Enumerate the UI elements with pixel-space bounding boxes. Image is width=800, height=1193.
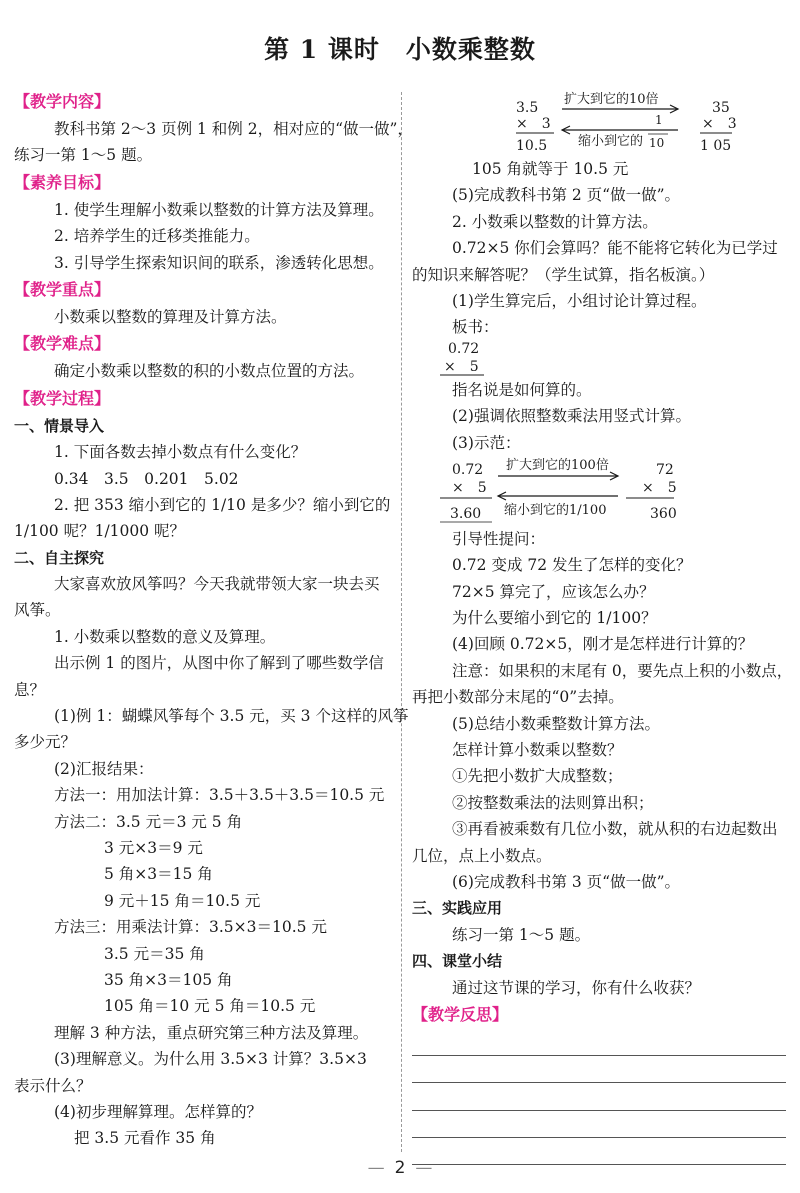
text-line: 方法三：用乘法计算：3.5×3＝10.5 元 bbox=[54, 918, 327, 937]
conversion-diagram-1-svg bbox=[412, 90, 786, 156]
section-header-goals: 【素养目标】 bbox=[14, 172, 111, 192]
text-line: 理解 3 种方法，重点研究第三种方法及算理。 bbox=[54, 1023, 369, 1042]
text-line: 教科书第 2～3 页例 1 和例 2，相对应的“做一做”， bbox=[54, 120, 413, 138]
text-line: (3)理解意义。为什么用 3.5×3 计算？3.5×3 bbox=[54, 1050, 367, 1069]
column-divider bbox=[401, 92, 402, 1152]
lesson-title: 第 1 课时 小数乘整数 bbox=[264, 35, 536, 64]
text-line: (2)汇报结果： bbox=[54, 759, 154, 778]
left-column bbox=[14, 88, 413, 1152]
text-line: (5)总结小数乘整数计算方法。 bbox=[452, 714, 660, 733]
page-number bbox=[0, 1158, 800, 1178]
text-line: 练习一第 1～5 题。 bbox=[14, 146, 153, 165]
d1-arrow-top-label: 扩大到它的10倍 bbox=[564, 92, 659, 107]
writing-line bbox=[412, 1083, 786, 1110]
blackboard-calc bbox=[412, 341, 786, 377]
section-header-content: 【教学内容】 bbox=[14, 92, 111, 111]
d2-a-mul: × 5 bbox=[452, 479, 487, 496]
text-line: 板书： bbox=[452, 318, 499, 337]
text-line: 把 3.5 元看作 35 角 bbox=[74, 1129, 216, 1148]
conversion-diagram-2 bbox=[412, 456, 786, 526]
page-number-dash-left: — bbox=[367, 1158, 385, 1178]
text-line: 35 角×3＝105 角 bbox=[104, 970, 233, 989]
text-line: 引导性提问： bbox=[452, 529, 546, 548]
text-line: 1. 使学生理解小数乘以整数的计算方法及算理。 bbox=[54, 200, 384, 219]
d1-a-top: 3.5 bbox=[516, 100, 539, 116]
d2-b-mul: × 5 bbox=[642, 479, 677, 496]
text-line: 105 角就等于 10.5 元 bbox=[472, 160, 629, 178]
text-line: 表示什么？ bbox=[14, 1076, 92, 1095]
writing-line bbox=[412, 1056, 786, 1083]
text-line: 3.5 元＝35 角 bbox=[104, 944, 205, 963]
section-header-key: 【教学重点】 bbox=[14, 279, 111, 299]
text-line: ①先把小数扩大成整数； bbox=[452, 767, 623, 786]
subheading: 一、情景导入 bbox=[14, 416, 105, 435]
text-line: 方法一：用加法计算：3.5＋3.5＋3.5＝10.5 元 bbox=[54, 786, 385, 805]
d2-arrow-top-label: 扩大到它的100倍 bbox=[506, 457, 609, 473]
text-line: 3 元×3＝9 元 bbox=[104, 838, 203, 857]
text-line: 风筝。 bbox=[14, 601, 61, 620]
d1-b-top: 35 bbox=[712, 100, 730, 116]
text-line: ③再看被乘数有几位小数，就从积的右边起数出 bbox=[452, 820, 778, 839]
d1-a-mul: × 3 bbox=[516, 116, 551, 132]
subheading: 三、实践应用 bbox=[412, 899, 503, 918]
text-line: (4)初步理解算理。怎样算的？ bbox=[54, 1102, 262, 1121]
text-line: 出示例 1 的图片，从图中你了解到了哪些数学信 bbox=[54, 654, 384, 673]
text-line: 2. 把 353 缩小到它的 1/10 是多少？缩小到它的 bbox=[54, 495, 391, 514]
text-line: 怎样计算小数乘以整数？ bbox=[452, 741, 623, 760]
text-line: 通过这节课的学习，你有什么收获？ bbox=[452, 978, 701, 997]
text-line: 105 角＝10 元 5 角＝10.5 元 bbox=[104, 997, 316, 1016]
d2-a-top: 0.72 bbox=[452, 461, 484, 478]
text-line: 3. 引导学生探索知识间的联系，渗透转化思想。 bbox=[54, 253, 384, 272]
bb-mul: × 5 bbox=[444, 358, 479, 375]
text-line: 小数乘以整数的算理及计算方法。 bbox=[54, 307, 287, 326]
text-line: 0.72 变成 72 发生了怎样的变化？ bbox=[452, 556, 692, 575]
d2-a-res: 3.60 bbox=[450, 505, 482, 522]
text-line: 大家喜欢放风筝吗？今天我就带领大家一块去买 bbox=[54, 575, 380, 594]
conversion-diagram-2-svg bbox=[412, 456, 786, 526]
text-line: (1)例 1：蝴蝶风筝每个 3.5 元，买 3 个这样的风筝 bbox=[54, 707, 409, 726]
section-header-process: 【教学过程】 bbox=[14, 388, 111, 408]
text-line: (3)示范： bbox=[452, 433, 521, 452]
text-line: (2)强调依照整数乘法用竖式计算。 bbox=[452, 407, 691, 426]
section-header-difficulty: 【教学难点】 bbox=[14, 334, 111, 354]
d2-b-res: 360 bbox=[650, 505, 677, 522]
text-line: 几位，点上小数点。 bbox=[412, 846, 552, 865]
d2-arrow-bottom-label: 缩小到它的1/100 bbox=[504, 502, 607, 518]
text-line: 1. 小数乘以整数的意义及算理。 bbox=[54, 627, 276, 646]
subheading: 四、课堂小结 bbox=[412, 952, 503, 971]
bb-top: 0.72 bbox=[448, 340, 480, 357]
text-line: 方法二：3.5 元＝3 元 5 角 bbox=[54, 812, 243, 831]
text-line: 0.72×5 你们会算吗？能不能将它转化为已学过 bbox=[452, 239, 778, 258]
text-line: 2. 培养学生的迁移类推能力。 bbox=[54, 227, 260, 246]
section-header-reflection: 【教学反思】 bbox=[412, 1004, 509, 1024]
text-line: 1/100 呢？1/1000 呢？ bbox=[14, 522, 186, 541]
text-line: 72×5 算完了，应该怎么办？ bbox=[452, 582, 655, 601]
text-line: 注意：如果积的末尾有 0，要先点上积的小数点， bbox=[452, 661, 793, 680]
text-line: 2. 小数乘以整数的计算方法。 bbox=[452, 212, 658, 231]
d2-b-top: 72 bbox=[656, 461, 674, 478]
page-number-value: 2 bbox=[394, 1158, 406, 1178]
text-line: 确定小数乘以整数的积的小数点位置的方法。 bbox=[54, 362, 365, 381]
d1-a-res: 10.5 bbox=[516, 138, 548, 154]
conversion-diagram-1 bbox=[412, 90, 786, 156]
d1-b-res: 1 05 bbox=[700, 138, 732, 154]
text-line: 为什么要缩小到它的 1/100？ bbox=[452, 609, 657, 628]
blackboard-calc-svg bbox=[412, 341, 786, 377]
text-line: ②按整数乘法的法则算出积； bbox=[452, 793, 654, 812]
text-line: 指名说是如何算的。 bbox=[452, 380, 592, 399]
page-number-dash-right: — bbox=[415, 1158, 433, 1178]
d1-frac-den: 10 bbox=[649, 136, 665, 150]
text-line: 再把小数部分末尾的“0”去掉。 bbox=[412, 688, 624, 707]
text-line: 多少元？ bbox=[14, 733, 77, 752]
d1-arrow-bottom-label: 缩小到它的 bbox=[578, 134, 644, 149]
writing-line bbox=[412, 1029, 786, 1056]
text-line: (6)完成教科书第 3 页“做一做”。 bbox=[452, 872, 681, 891]
right-column bbox=[412, 90, 793, 1165]
text-line: 9 元＋15 角＝10.5 元 bbox=[104, 891, 261, 910]
subheading: 二、自主探究 bbox=[14, 548, 105, 567]
text-line: 的知识来解答呢？（学生试算，指名板演。） bbox=[412, 265, 715, 284]
text-line: 0.34 3.5 0.201 5.02 bbox=[54, 469, 239, 488]
d1-frac-num: 1 bbox=[655, 113, 663, 127]
writing-line bbox=[412, 1111, 786, 1138]
text-line: 1. 下面各数去掉小数点有什么变化？ bbox=[54, 443, 307, 462]
text-line: (1)学生算完后，小组讨论计算过程。 bbox=[452, 291, 707, 310]
text-line: (4)回顾 0.72×5，刚才是怎样进行计算的？ bbox=[452, 635, 754, 654]
text-line: 息？ bbox=[14, 680, 46, 699]
text-line: (5)完成教科书第 2 页“做一做”。 bbox=[452, 186, 681, 205]
text-line: 5 角×3＝15 角 bbox=[104, 865, 213, 884]
d1-b-mul: × 3 bbox=[702, 116, 737, 132]
text-line: 练习一第 1～5 题。 bbox=[452, 925, 591, 944]
